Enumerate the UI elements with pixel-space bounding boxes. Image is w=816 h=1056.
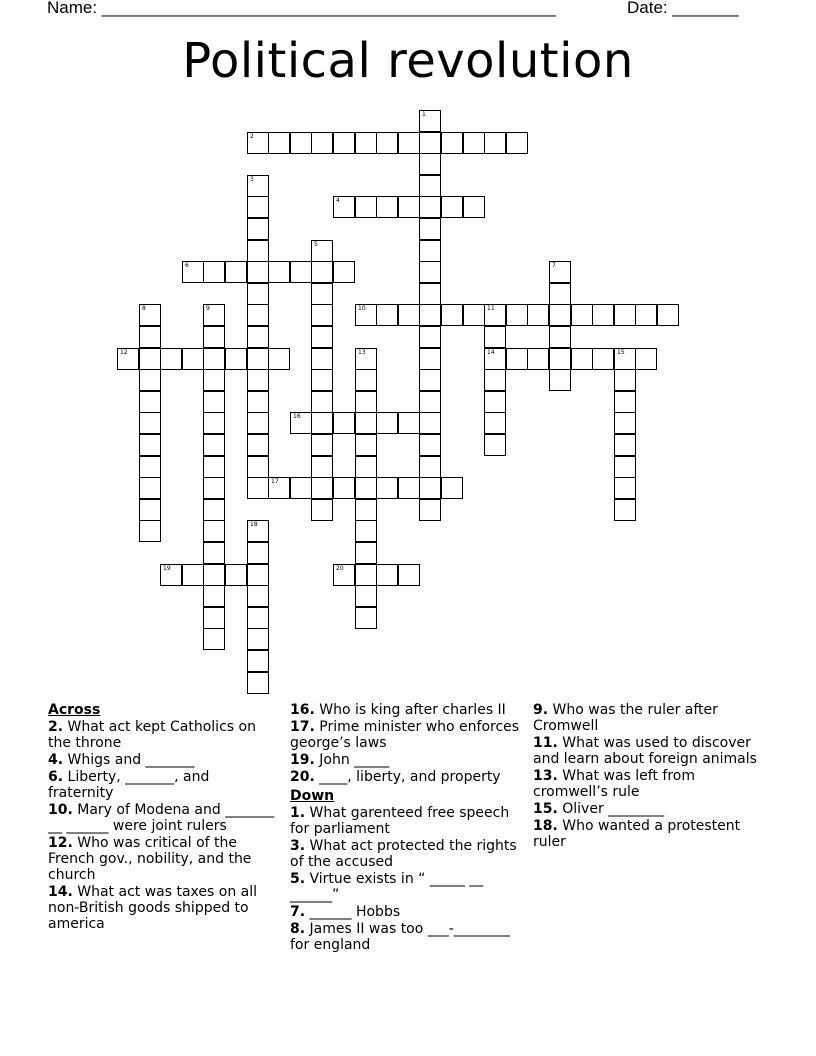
grid-cell[interactable] [506,304,528,326]
grid-cell[interactable] [139,326,161,348]
grid-cell[interactable] [376,477,398,499]
clue [533,702,773,734]
clue-number: 20. [290,769,315,785]
grid-cell[interactable] [203,304,225,326]
grid-cell[interactable] [484,326,506,348]
grid-cell[interactable] [398,132,420,154]
grid-cell[interactable] [203,456,225,478]
clue [48,769,276,801]
grid-cell[interactable] [247,369,269,391]
grid-cell[interactable] [182,564,204,586]
clue-number: 1. [290,805,306,821]
grid-cell[interactable] [247,218,269,240]
grid-cell[interactable] [139,369,161,391]
clue-text: Virtue exists in “ _____ __ ______” [290,871,484,903]
grid-cell[interactable] [355,434,377,456]
clue-number: 2. [48,719,64,735]
grid-cell[interactable] [441,304,463,326]
grid-cell[interactable] [419,240,441,262]
grid-cell[interactable] [549,348,571,370]
grid-cell[interactable] [203,628,225,650]
clue-number: 17. [290,719,315,735]
grid-cell[interactable] [311,456,333,478]
grid-cell[interactable] [419,499,441,521]
grid-cell[interactable] [268,348,290,370]
clue [533,735,773,767]
date-field-label: Date: _______ [627,0,739,17]
grid-cell[interactable] [419,391,441,413]
clue-text: What act protected the rights of the accused [290,838,517,870]
grid-cell[interactable] [311,240,333,262]
grid-cell[interactable] [247,542,269,564]
clues-column-3 [533,700,773,850]
cell-number: 12 [120,349,128,356]
clue [533,801,773,817]
grid-cell[interactable] [311,283,333,305]
grid-cell[interactable] [139,412,161,434]
cell-number: 14 [487,349,495,356]
grid-cell[interactable] [203,564,225,586]
clue-number: 15. [533,801,558,817]
grid-cell[interactable] [355,369,377,391]
cell-number: 2 [250,133,254,140]
grid-cell[interactable] [247,391,269,413]
clue-text: What was used to discover and learn about foreign animals [533,735,757,767]
grid-cell[interactable] [311,477,333,499]
grid-cell[interactable] [355,391,377,413]
cell-number: 11 [487,305,495,312]
grid-cell[interactable] [419,218,441,240]
grid-cell[interactable] [419,132,441,154]
grid-cell[interactable] [506,132,528,154]
grid-cell[interactable] [614,477,636,499]
clue-number: 6. [48,769,64,785]
grid-cell[interactable] [398,304,420,326]
clue [48,752,276,768]
cell-number: 17 [271,478,279,485]
grid-cell[interactable] [614,434,636,456]
grid-cell[interactable] [311,369,333,391]
grid-cell[interactable] [355,196,377,218]
grid-cell[interactable] [592,304,614,326]
grid-cell[interactable] [333,477,355,499]
grid-cell[interactable] [398,196,420,218]
clue [290,702,530,718]
grid-cell[interactable] [419,304,441,326]
grid-cell[interactable] [225,564,247,586]
grid-cell[interactable] [376,132,398,154]
grid-cell[interactable] [614,499,636,521]
grid-cell[interactable] [182,261,204,283]
grid-cell[interactable] [160,348,182,370]
clue-number: 9. [533,702,549,718]
grid-cell[interactable] [571,304,593,326]
grid-cell[interactable] [441,132,463,154]
clue [533,818,773,850]
grid-cell[interactable] [247,672,269,694]
grid-cell[interactable] [203,499,225,521]
grid-cell[interactable] [247,326,269,348]
grid-cell[interactable] [268,261,290,283]
grid-cell[interactable] [527,348,549,370]
grid-cell[interactable] [247,520,269,542]
grid-cell[interactable] [333,132,355,154]
grid-cell[interactable] [355,304,377,326]
grid-cell[interactable] [311,434,333,456]
cell-number: 5 [314,241,318,248]
cell-number: 13 [358,349,366,356]
cell-number: 15 [617,349,625,356]
grid-cell[interactable] [376,564,398,586]
clue-text: Mary of Modena and _______ __ ______ were joint rulers [48,802,275,834]
cell-number: 7 [552,262,556,269]
grid-cell[interactable] [203,607,225,629]
clue-number: 11. [533,735,558,751]
grid-cell[interactable] [139,499,161,521]
grid-cell[interactable] [247,477,269,499]
grid-cell[interactable] [247,607,269,629]
clue [48,719,276,751]
cell-number: 4 [336,197,340,204]
grid-cell[interactable] [549,326,571,348]
grid-cell[interactable] [139,520,161,542]
grid-cell[interactable] [247,132,269,154]
grid-cell[interactable] [247,196,269,218]
grid-cell[interactable] [419,110,441,132]
grid-cell[interactable] [463,304,485,326]
grid-cell[interactable] [419,348,441,370]
clue-number: 13. [533,768,558,784]
cell-number: 10 [358,305,366,312]
grid-cell[interactable] [419,196,441,218]
grid-cell[interactable] [463,132,485,154]
grid-cell[interactable] [247,175,269,197]
grid-cell[interactable] [549,369,571,391]
grid-cell[interactable] [657,304,679,326]
grid-cell[interactable] [484,348,506,370]
clue-number: 12. [48,835,73,851]
grid-cell[interactable] [247,348,269,370]
clue-text: Who was the ruler after Cromwell [533,702,718,734]
grid-cell[interactable] [225,348,247,370]
clue-text: What garenteed free speech for parliament [290,805,510,837]
grid-cell[interactable] [247,628,269,650]
grid-cell[interactable] [614,348,636,370]
grid-cell[interactable] [247,261,269,283]
cell-number: 20 [336,565,344,572]
grid-cell[interactable] [355,607,377,629]
grid-cell[interactable] [139,477,161,499]
grid-cell[interactable] [139,304,161,326]
clue-text: ____, liberty, and property [314,769,501,785]
grid-cell[interactable] [484,304,506,326]
grid-cell[interactable] [419,261,441,283]
grid-cell[interactable] [247,240,269,262]
grid-cell[interactable] [355,520,377,542]
grid-cell[interactable] [549,304,571,326]
grid-cell[interactable] [355,499,377,521]
clues-column-1 [48,700,276,932]
across-clue-list [48,719,276,932]
cell-number: 3 [250,176,254,183]
clue-number: 19. [290,752,315,768]
grid-cell[interactable] [592,348,614,370]
grid-cell[interactable] [355,585,377,607]
grid-cell[interactable] [527,304,549,326]
grid-cell[interactable] [441,477,463,499]
grid-cell[interactable] [571,348,593,370]
name-field-label: Name: ________________________________________________ [47,0,556,17]
grid-cell[interactable] [463,196,485,218]
clue-text: What act was taxes on all non-British goods shipped to america [48,884,258,932]
grid-cell[interactable] [311,326,333,348]
cell-number: 16 [293,413,301,420]
clue [290,871,530,903]
grid-cell[interactable] [203,326,225,348]
grid-cell[interactable] [290,477,312,499]
grid-cell[interactable] [268,477,290,499]
clue-number: 4. [48,752,64,768]
grid-cell[interactable] [247,412,269,434]
grid-cell[interactable] [182,348,204,370]
grid-cell[interactable] [333,261,355,283]
grid-cell[interactable] [441,196,463,218]
grid-cell[interactable] [203,542,225,564]
clue-number: 3. [290,838,306,854]
grid-cell[interactable] [247,304,269,326]
grid-cell[interactable] [376,304,398,326]
grid-cell[interactable] [484,369,506,391]
grid-cell[interactable] [333,412,355,434]
clue-text: Who wanted a protestent ruler [533,818,741,850]
clue-text: John _____ [314,752,390,768]
grid-cell[interactable] [311,391,333,413]
clue [48,835,276,883]
grid-cell[interactable] [247,650,269,672]
clue-number: 10. [48,802,73,818]
clue [290,904,530,920]
clue-text: Oliver ________ [557,801,665,817]
grid-cell[interactable] [203,261,225,283]
grid-cell[interactable] [484,391,506,413]
grid-cell[interactable] [268,132,290,154]
grid-cell[interactable] [311,348,333,370]
grid-cell[interactable] [398,564,420,586]
grid-cell[interactable] [139,348,161,370]
clue [290,805,530,837]
grid-cell[interactable] [549,261,571,283]
grid-cell[interactable] [419,283,441,305]
clue-text: Who is king after charles II [314,702,506,718]
clue [290,769,530,785]
grid-cell[interactable] [247,434,269,456]
grid-cell[interactable] [635,304,657,326]
grid-cell[interactable] [290,412,312,434]
clue [290,921,530,953]
clue-number: 18. [533,818,558,834]
grid-cell[interactable] [355,456,377,478]
grid-cell[interactable] [355,564,377,586]
grid-cell[interactable] [614,391,636,413]
grid-cell[interactable] [419,153,441,175]
grid-cell[interactable] [203,585,225,607]
cell-number: 8 [142,305,146,312]
grid-cell[interactable] [419,456,441,478]
cell-number: 6 [185,262,189,269]
grid-cell[interactable] [311,132,333,154]
clue-text: Who was critical of the French gov., nobility, and the church [48,835,252,883]
clue-number: 14. [48,884,73,900]
clues-column-2 [290,700,530,953]
grid-cell[interactable] [333,564,355,586]
clue-text: James II was too ___-________ for england [290,921,510,953]
clue-number: 5. [290,871,306,887]
grid-cell[interactable] [376,196,398,218]
clue [533,768,773,800]
down-clue-list-continued [533,702,773,850]
grid-cell[interactable] [419,326,441,348]
grid-cell[interactable] [247,283,269,305]
grid-cell[interactable] [484,412,506,434]
clue [48,884,276,932]
grid-cell[interactable] [311,304,333,326]
grid-cell[interactable] [139,456,161,478]
grid-cell[interactable] [203,520,225,542]
grid-cell[interactable] [203,434,225,456]
grid-cell[interactable] [376,412,398,434]
grid-cell[interactable] [398,477,420,499]
grid-cell[interactable] [203,477,225,499]
grid-cell[interactable] [614,412,636,434]
grid-cell[interactable] [419,477,441,499]
grid-cell[interactable] [484,132,506,154]
across-clue-list-continued [290,702,530,785]
grid-cell[interactable] [355,132,377,154]
clue [290,752,530,768]
grid-cell[interactable] [139,391,161,413]
grid-cell[interactable] [355,477,377,499]
grid-cell[interactable] [247,564,269,586]
clue-number: 16. [290,702,315,718]
grid-cell[interactable] [506,348,528,370]
grid-cell[interactable] [614,369,636,391]
grid-cell[interactable] [247,456,269,478]
clue-text: Whigs and _______ [63,752,195,768]
grid-cell[interactable] [419,412,441,434]
grid-cell[interactable] [419,175,441,197]
grid-cell[interactable] [333,196,355,218]
down-clue-list [290,805,530,953]
grid-cell[interactable] [203,391,225,413]
grid-cell[interactable] [419,369,441,391]
clue-number: 7. [290,904,306,920]
clue [290,838,530,870]
grid-cell[interactable] [247,585,269,607]
clue [48,802,276,834]
grid-cell[interactable] [355,348,377,370]
cell-number: 9 [206,305,210,312]
grid-cell[interactable] [484,434,506,456]
grid-cell[interactable] [635,348,657,370]
grid-cell[interactable] [290,261,312,283]
grid-cell[interactable] [614,304,636,326]
grid-cell[interactable] [139,434,161,456]
grid-cell[interactable] [355,542,377,564]
cell-number: 19 [163,565,171,572]
grid-cell[interactable] [203,369,225,391]
grid-cell[interactable] [549,283,571,305]
grid-cell[interactable] [203,412,225,434]
grid-cell[interactable] [311,261,333,283]
clue-text: ______ Hobbs [305,904,401,920]
grid-cell[interactable] [311,499,333,521]
cell-number: 1 [422,111,426,118]
across-heading: Across [48,702,101,718]
grid-cell[interactable] [355,412,377,434]
page-title: Political revolution [182,33,634,89]
cell-number: 18 [250,521,258,528]
grid-cell[interactable] [398,412,420,434]
grid-cell[interactable] [160,564,182,586]
grid-cell[interactable] [419,434,441,456]
clue-text: What act kept Catholics on the throne [48,719,256,751]
grid-cell[interactable] [290,132,312,154]
grid-cell[interactable] [311,412,333,434]
clue [290,719,530,751]
grid-cell[interactable] [614,456,636,478]
clue-text: Prime minister who enforces george’s laws [290,719,520,751]
grid-cell[interactable] [117,348,139,370]
clue-text: Liberty, _______, and fraternity [48,769,210,801]
down-heading: Down [290,788,335,804]
grid-cell[interactable] [225,261,247,283]
clue-text: What was left from cromwell’s rule [533,768,695,800]
grid-cell[interactable] [203,348,225,370]
clue-number: 8. [290,921,306,937]
